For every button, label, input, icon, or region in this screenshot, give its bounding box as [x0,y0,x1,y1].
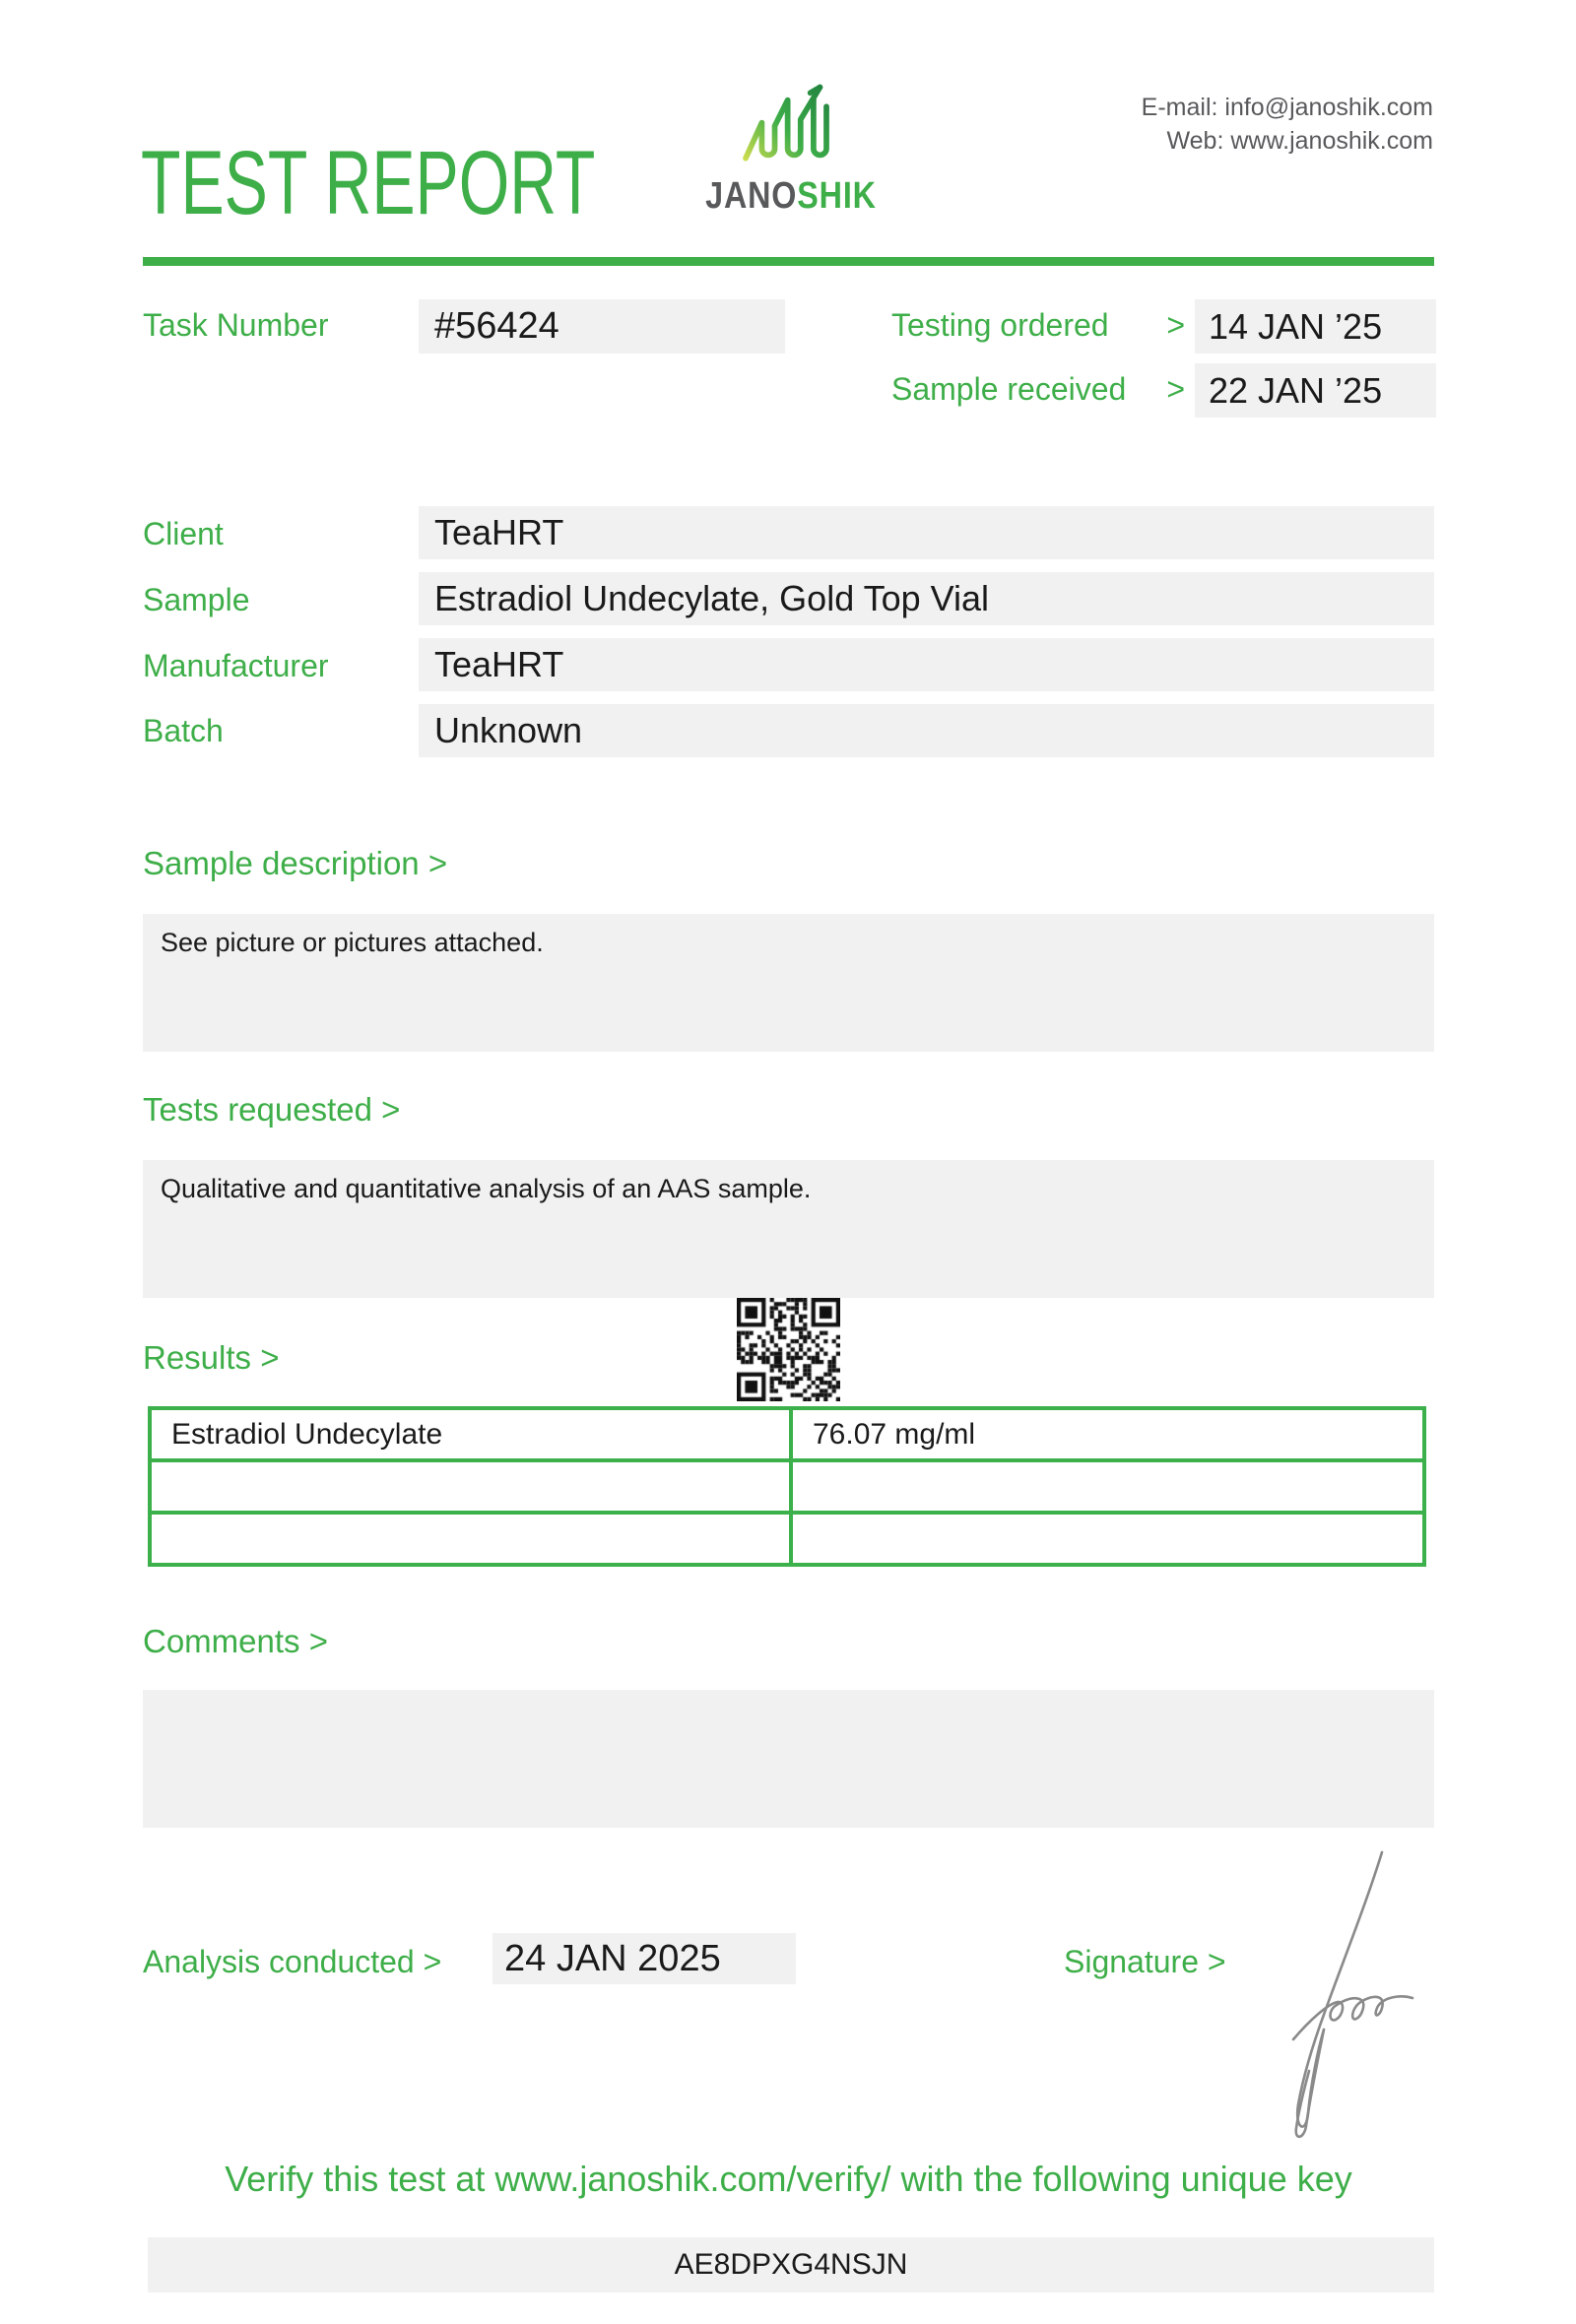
testing-ordered-value: 14 JAN ’25 [1195,299,1436,354]
brand-name-left: JANO [705,175,798,217]
sample-received-text: Sample received [891,371,1127,407]
result-cell: 76.07 mg/ml [791,1408,1424,1460]
email-value: info@janoshik.com [1224,94,1433,121]
comments-body [143,1690,1434,1828]
sample-label: Sample [143,582,250,617]
brand-wordmark [696,175,886,218]
analyte-cell [150,1513,791,1565]
email-label: E-mail: [1141,94,1218,121]
signature-image [1266,1846,1428,2147]
table-row [150,1460,1424,1513]
chevron-right-icon: > [1166,307,1185,343]
contact-block [1142,91,1433,158]
sample-description-heading: Sample description > [143,845,448,881]
chevron-right-icon: > [1166,371,1185,407]
growth-chart-icon [741,81,831,161]
manufacturer-label: Manufacturer [143,648,329,683]
testing-ordered-label [891,307,1185,344]
batch-label: Batch [143,713,224,748]
analysis-conducted-label: Analysis conducted > [143,1944,442,1979]
result-cell [791,1513,1424,1565]
web-label: Web: [1166,127,1224,155]
comments-heading: Comments > [143,1623,328,1659]
testing-ordered-text: Testing ordered [891,307,1109,343]
sample-description-body: See picture or pictures attached. [143,914,1434,1052]
contact-email-line [1142,91,1433,124]
task-number-label: Task Number [143,307,329,343]
manufacturer-value: TeaHRT [419,638,1434,691]
brand-name-right: SHIK [797,175,877,217]
client-label: Client [143,516,224,551]
verify-instruction: Verify this test at www.janoshik.com/verify/ with the following unique key [225,2159,1352,2199]
task-number-value: #56424 [419,299,785,354]
analyte-cell: Estradiol Undecylate [150,1408,791,1460]
tests-requested-body: Qualitative and quantitative analysis of an AAS sample. [143,1160,1434,1298]
analyte-cell [150,1460,791,1513]
results-table [148,1406,1426,1567]
table-row [150,1408,1424,1460]
header-divider [143,257,1434,266]
signature-label: Signature > [1064,1944,1226,1979]
results-heading: Results > [143,1339,280,1376]
client-value: TeaHRT [419,506,1434,559]
unique-key-value: AE8DPXG4NSJN [148,2237,1434,2292]
analysis-conducted-value: 24 JAN 2025 [492,1933,796,1984]
result-cell [791,1460,1424,1513]
web-value: www.janoshik.com [1230,127,1433,155]
sample-received-label [891,371,1185,408]
tests-requested-heading: Tests requested > [143,1091,401,1128]
sample-value: Estradiol Undecylate, Gold Top Vial [419,572,1434,625]
table-row [150,1513,1424,1565]
contact-web-line [1142,124,1433,158]
sample-received-value: 22 JAN ’25 [1195,363,1436,418]
batch-value: Unknown [419,704,1434,757]
qr-code [737,1298,840,1401]
page-title: TEST REPORT [141,133,596,233]
